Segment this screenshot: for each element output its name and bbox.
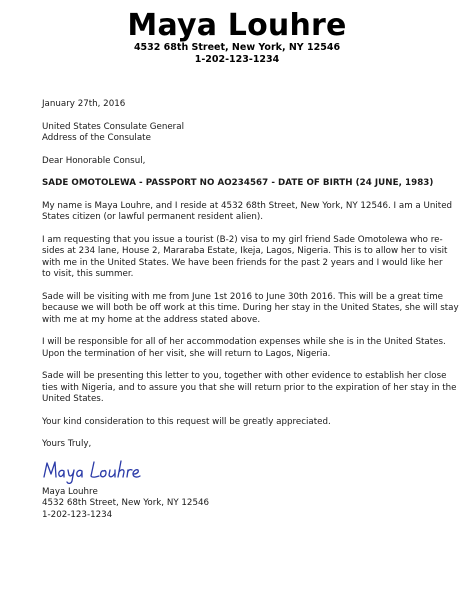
paragraph-5: [42, 371, 457, 406]
paragraph-line: Upon the termination of her visit, she will return to Lagos, Nigeria.: [42, 348, 331, 359]
paragraph-line: United States.: [42, 394, 104, 404]
letterhead: [0, 10, 474, 66]
letterhead-address: 4532 68th Street, New York, NY 12546: [133, 42, 341, 53]
salutation: Dear Honorable Consul,: [42, 155, 146, 166]
paragraph-line: with me at my home at the address stated above.: [42, 314, 261, 325]
paragraph-2: [42, 234, 448, 281]
paragraph-4: [42, 337, 446, 360]
letter-date: January 27th, 2016: [42, 99, 126, 109]
paragraph-line: Your kind consideration to this request will be greatly appreciated.: [42, 416, 331, 427]
paragraph-line: Sade will be visiting with me from June 1st 2016 to June 30th 2016. This will be a great time: [42, 291, 444, 302]
signature-graphic: [42, 457, 152, 485]
letter-body: [42, 99, 459, 521]
paragraph-line: sides at 234 lane, House 2, Mararaba Estate, Ikeja, Lagos, Nigeria. This is to allow her to visit: [42, 246, 448, 256]
paragraph-line: I will be responsible for all of her accommodation expenses while she is in the United States.: [42, 337, 446, 347]
paragraph-line: to visit, this summer.: [42, 269, 134, 279]
paragraph-line: ties with Nigeria, and to assure you that she will return prior to the expiration of her stay in the: [42, 382, 457, 393]
letterhead-name: Maya Louhre: [127, 8, 347, 43]
paragraph-line: I am requesting that you issue a tourist (B-2) visa to my girl friend Sade Omotolewa who re-: [42, 234, 443, 245]
subject-line: SADE OMOTOLEWA - PASSPORT NO AO234567 - DATE OF BIRTH (24 JUNE, 1983): [42, 178, 434, 188]
sender-name: Maya Louhre: [42, 486, 98, 497]
paragraph-1: [42, 200, 453, 224]
letterhead-phone: 1-202-123-1234: [194, 54, 280, 65]
paragraph-line: with me in the United States. We have been friends for the past 2 years and I would like her: [42, 257, 443, 268]
sender-phone: 1-202-123-1234: [42, 509, 113, 520]
recipient-line-1: United States Consulate General: [42, 121, 184, 132]
sender-address: 4532 68th Street, New York, NY 12546: [42, 498, 210, 508]
closing: Yours Truly,: [42, 439, 92, 449]
paragraph-line: Sade will be presenting this letter to you, together with other evidence to establish her close: [42, 371, 447, 381]
paragraph-6: [42, 417, 442, 429]
paragraph-3: [42, 291, 459, 327]
recipient-line-2: Address of the Consulate: [42, 133, 151, 143]
paragraph-line: States citizen (or lawful permanent resident alien).: [42, 212, 264, 222]
paragraph-line: My name is Maya Louhre, and I reside at 4532 68th Street, New York, NY 12546. I am a United: [42, 200, 453, 211]
paragraph-line: because we will both be off work at this time. During her stay in the United States, she will stay: [42, 303, 459, 313]
handwritten-signature: [42, 457, 442, 483]
